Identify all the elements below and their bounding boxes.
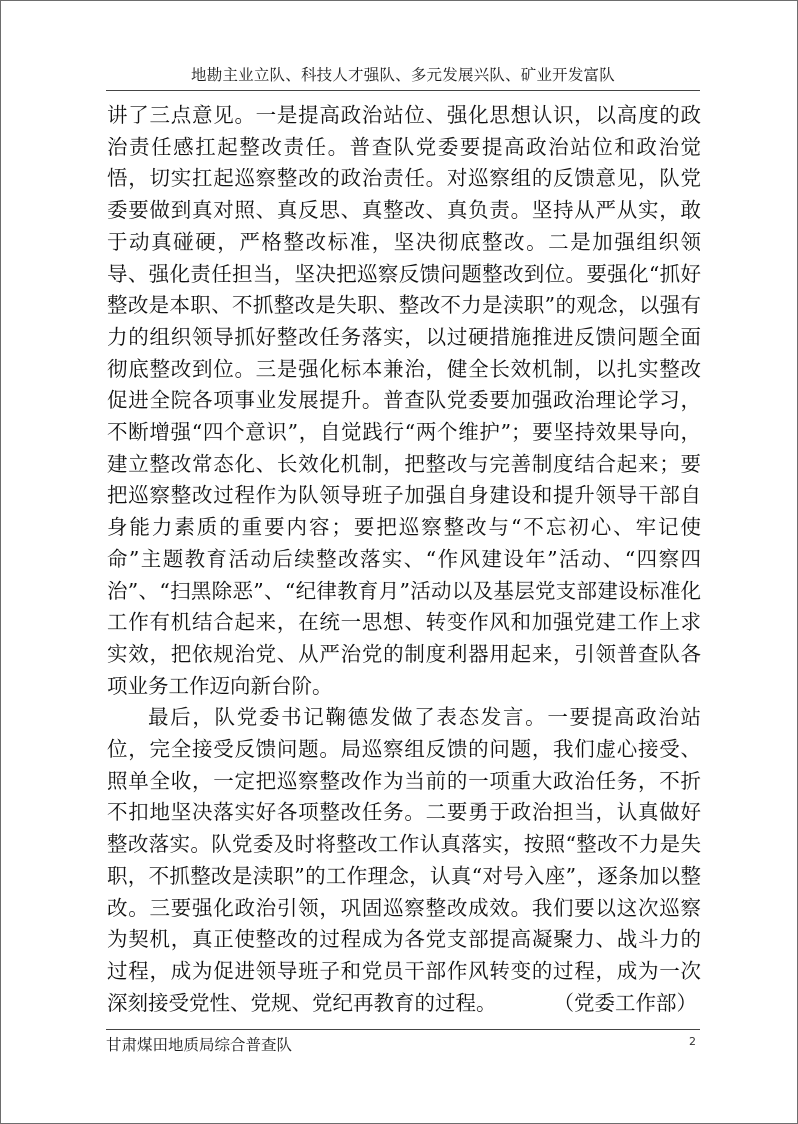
document-body — [107, 100, 701, 1019]
body-paragraph-2 — [107, 702, 701, 1019]
body-paragraph-2-text: 最后，队党委书记鞠德发做了表态发言。一要提高政治站位，完全接受反馈问题。局巡察组反馈的问题，我们虚心接受、照单全收，一定把巡察整改作为当前的一项重大政治任务，不折不扣地坚决落实好各项整改任务。二要勇于政治担当，认真做好整改落实。队党委及时将整改工作认真落实，按照“整改不力是失职，不抓整改是渎职”的工作理念，认真“对号入座”，逐条加以整改。三要强化政治引领，巩固巡察整改成效。我们要以这次巡察为契机，真正使整改的过程成为各党支部提高凝聚力、战斗力的过程，成为促进领导班子和党员干部作风转变的过程，成为一次深刻接受党性、党规、党纪再教育的过程。 — [107, 705, 701, 1015]
department-signature: （党委工作部） — [553, 990, 697, 1015]
footer-organization: 甘肃煤田地质局综合普查队 — [106, 1036, 293, 1054]
footer-divider — [106, 1029, 700, 1030]
page-header-title: 地勘主业立队、科技人才强队、多元发展兴队、矿业开发富队 — [191, 66, 615, 84]
header-divider — [106, 90, 700, 91]
body-paragraph-1: 讲了三点意见。一是提高政治站位、强化思想认识，以高度的政治责任感扛起整改责任。普查队党委要提高政治站位和政治觉悟，切实扛起巡察整改的政治责任。对巡察组的反馈意见，队党委要做到真对照、真反思、真整改、真负责。坚持从严从实，敢于动真碰硬，严格整改标准，坚决彻底整改。二是加强组织领导、强化责任担当，坚决把巡察反馈问题整改到位。要强化“抓好整改是本职、不抓整改是失职、整改不力是渎职”的观念，以强有力的组织领导抓好整改任务落实，以过硬措施推进反馈问题全面彻底整改到位。三是强化标本兼治，健全长效机制，以扎实整改促进全院各项事业发展提升。普查队党委要加强政治理论学习，不断增强“四个意识”，自觉践行“两个维护”；要坚持效果导向，建立整改常态化、长效化机制，把整改与完善制度结合起来；要把巡察整改过程作为队领导班子加强自身建设和提升领导干部自身能力素质的重要内容；要把巡察整改与“不忘初心、牢记使命”主题教育活动后续整改落实、“作风建设年”活动、“四察四治”、“扫黑除恶”、“纪律教育月”活动以及基层党支部建设标准化工作有机结合起来，在统一思想、转变作风和加强党建工作上求实效，把依规治党、从严治党的制度利器用起来，引领普查队各项业务工作迈向新台阶。 — [107, 103, 701, 698]
page-number: 2 — [689, 1035, 696, 1048]
